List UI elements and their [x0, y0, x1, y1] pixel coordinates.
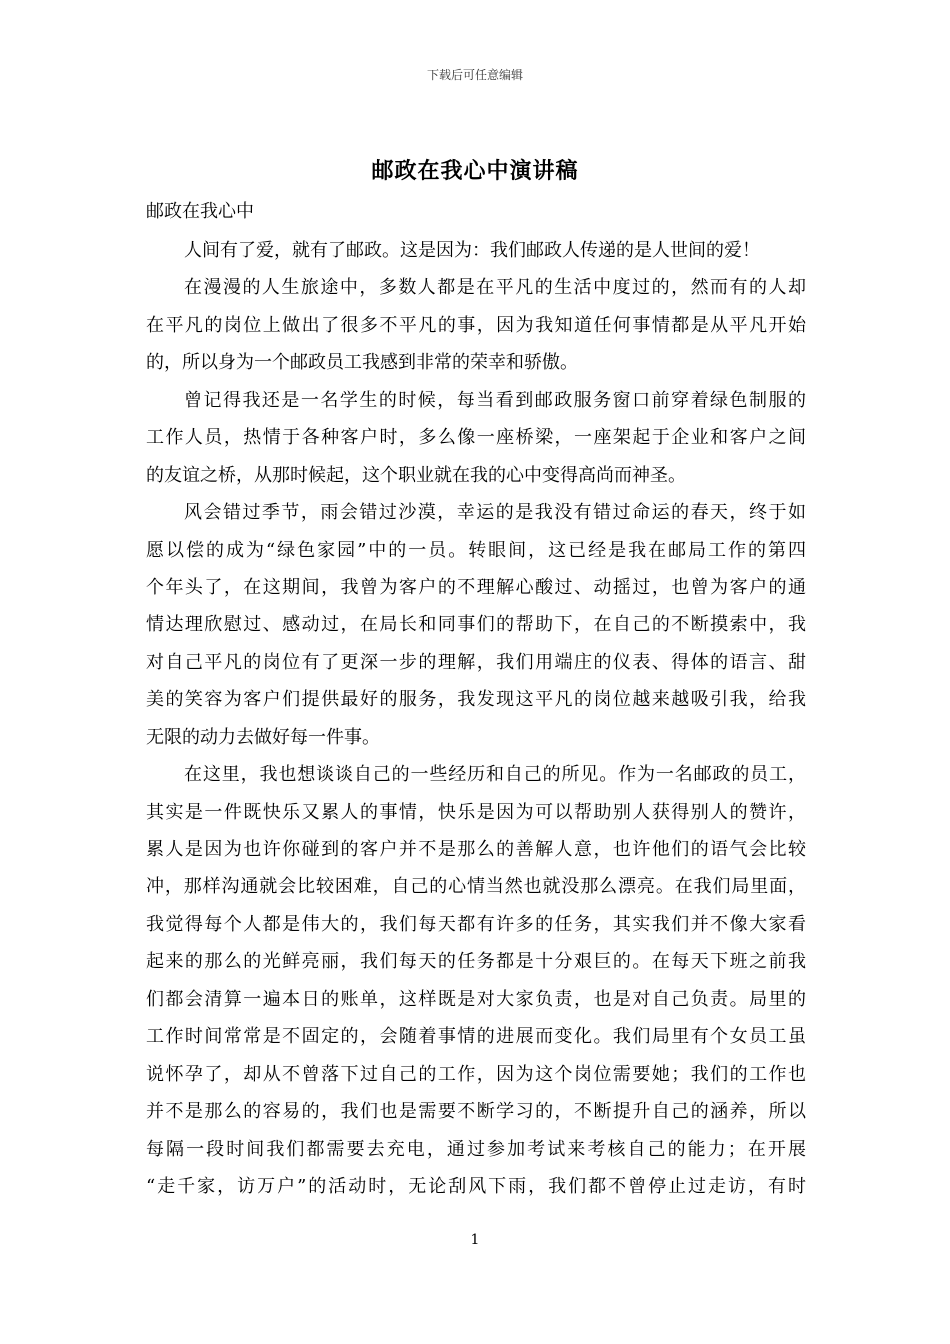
document-title: 邮政在我心中演讲稿: [371, 158, 579, 184]
paragraph-line: 无限的动力去做好每一件事。: [146, 726, 380, 748]
paragraph-line: 的，所以身为一个邮政员工我感到非常的荣幸和骄傲。: [146, 352, 578, 374]
paragraph-line: 在这里，我也想谈谈自己的一些经历和自己的所见。作为一名邮政的员工，: [184, 764, 806, 786]
paragraph-line: 的友谊之桥，从那时候起，这个职业就在我的心中变得高尚而神圣。: [146, 464, 686, 486]
paragraph-line: 工作人员，热情于各种客户时，多么像一座桥梁，一座架起于企业和客户之间: [146, 427, 806, 449]
paragraph-line: 美的笑容为客户们提供最好的服务，我发现这平凡的岗位越来越吸引我，给我: [146, 689, 806, 711]
paragraph-line: 起来的那么的光鲜亮丽，我们每天的任务都是十分艰巨的。在每天下班之前我: [146, 951, 806, 973]
paragraph-line: 在漫漫的人生旅途中，多数人都是在平凡的生活中度过的，然而有的人却: [184, 277, 806, 299]
header-note: 下载后可任意编辑: [426, 68, 523, 82]
paragraph-line: 曾记得我还是一名学生的时候，每当看到邮政服务窗口前穿着绿色制服的: [184, 389, 806, 411]
paragraph-line: 说怀孕了，却从不曾落下过自己的工作，因为这个岗位需要她；我们的工作也: [146, 1063, 806, 1085]
paragraph-line: 人间有了爱，就有了邮政。这是因为：我们邮政人传递的是人世间的爱！: [184, 240, 760, 261]
paragraph-line: 累人是因为也许你碰到的客户并不是那么的善解人意，也许他们的语气会比较: [146, 839, 806, 860]
paragraph-line: “走千家，访万户”的活动时，无论刮风下雨，我们都不曾停止过走访，有时: [146, 1175, 806, 1197]
paragraph-line: 个年头了，在这期间，我曾为客户的不理解心酸过、动摇过，也曾为客户的通: [146, 576, 806, 598]
paragraph-line: 每隔一段时间我们都需要去充电，通过参加考试来考核自己的能力；在开展: [146, 1138, 806, 1160]
paragraph-line: 情达理欣慰过、感动过，在局长和同事们的帮助下，在自己的不断摸索中，我: [146, 614, 806, 636]
paragraph-line: 愿以偿的成为“绿色家园”中的一员。转眼间，这已经是我在邮局工作的第四: [146, 539, 806, 561]
paragraph-line: 我觉得每个人都是伟大的，我们每天都有许多的任务，其实我们并不像大家看: [146, 913, 806, 935]
paragraph-line: 风会错过季节，雨会错过沙漠，幸运的是我没有错过命运的春天，终于如: [184, 502, 806, 524]
page-number: 1: [470, 1232, 480, 1248]
document-subtitle: 邮政在我心中: [146, 201, 254, 222]
paragraph-line: 在平凡的岗位上做出了很多不平凡的事，因为我知道任何事情都是从平凡开始: [146, 314, 806, 336]
document-body: [146, 232, 806, 1205]
paragraph-line: 们都会清算一遍本日的账单，这样既是对大家负责，也是对自己负责。局里的: [146, 988, 806, 1010]
paragraph-line: 对自己平凡的岗位有了更深一步的理解，我们用端庄的仪表、得体的语言、甜: [146, 651, 806, 673]
paragraph-line: 冲，那样沟通就会比较困难，自己的心情当然也就没那么漂亮。在我们局里面，: [146, 876, 806, 898]
paragraph-line: 并不是那么的容易的，我们也是需要不断学习的，不断提升自己的涵养，所以: [146, 1101, 806, 1123]
paragraph-line: 工作时间常常是不固定的，会随着事情的进展而变化。我们局里有个女员工虽: [146, 1026, 806, 1048]
paragraph-line: 其实是一件既快乐又累人的事情，快乐是因为可以帮助别人获得别人的赞许，: [146, 801, 806, 823]
